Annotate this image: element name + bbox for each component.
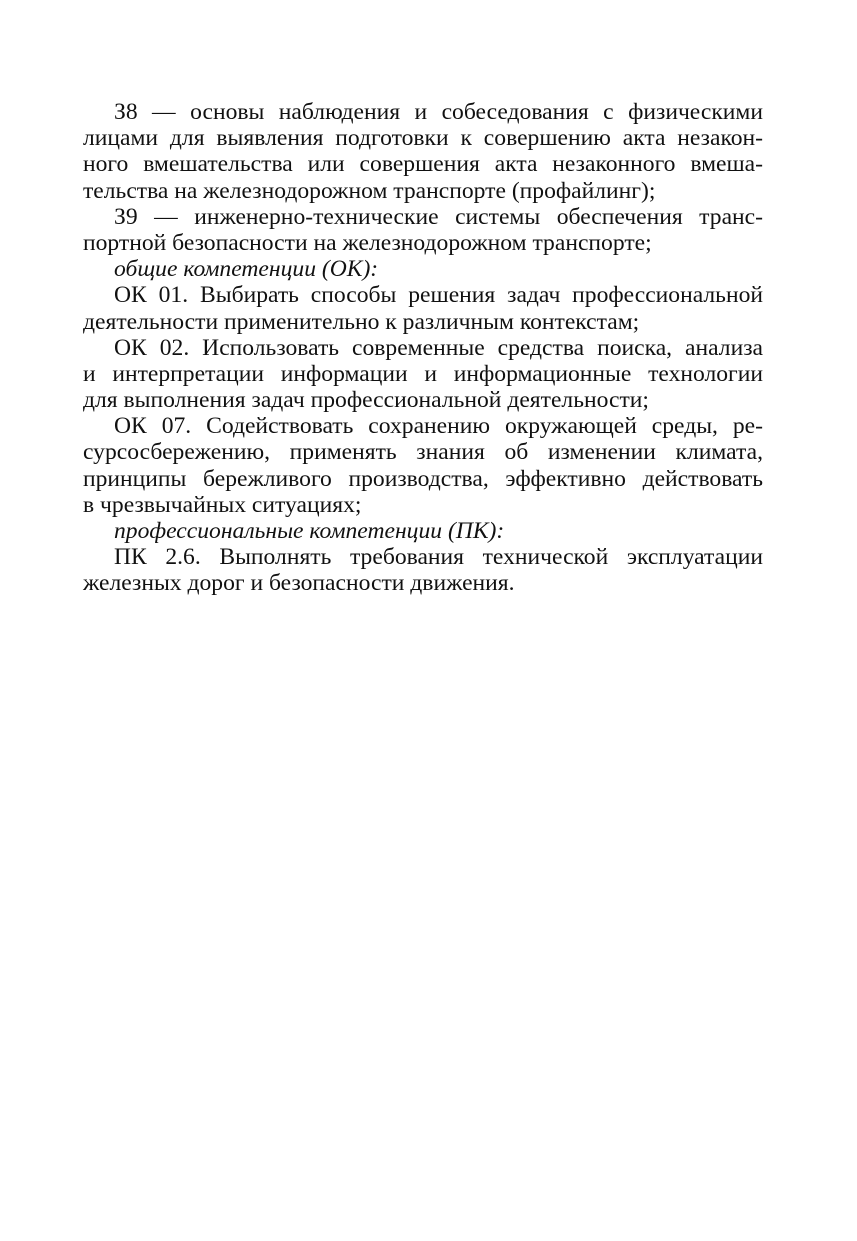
text-line: деятельности применительно к различным контекстам; — [83, 308, 640, 335]
text-line: ПК 2.6. Выполнять требования технической эксплуатации — [114, 544, 763, 571]
text-line: портной безопасности на железнодорожном транспорте; — [83, 229, 652, 256]
text-line: ОК 02. Использовать современные средства поиска, анализа — [114, 334, 763, 361]
text-line: для выполнения задач профессиональной деятельности; — [83, 387, 649, 414]
text-line: ОК 07. Содействовать сохранению окружающей среды, ре- — [114, 413, 763, 440]
section-heading-professional-competencies: профессиональные компетенции (ПК): — [114, 518, 505, 544]
text-line: железных дорог и безопасности движения. — [83, 570, 515, 597]
text-line: лицами для выявления подготовки к совершению акта незакон- — [83, 125, 763, 152]
document-page — [83, 99, 763, 597]
text-line: принципы бережливого производства, эффективно действовать — [83, 465, 763, 492]
text-line: сурсосбережению, применять знания об изменении климата, — [83, 439, 763, 466]
text-line: тельства на железнодорожном транспорте (профайлинг); — [83, 177, 656, 204]
text-line: и интерпретации информации и информационные технологии — [83, 360, 763, 387]
text-line: З9 — инженерно-технические системы обеспечения транс- — [114, 203, 763, 230]
text-line: З8 — основы наблюдения и собеседования с физическими — [114, 99, 763, 125]
text-line: в чрезвычайных ситуациях; — [83, 491, 362, 518]
text-line: ного вмешательства или совершения акта незаконного вмеша- — [83, 151, 763, 178]
section-heading-general-competencies: общие компетенции (ОК): — [114, 256, 379, 283]
text-line: ОК 01. Выбирать способы решения задач профессиональной — [114, 282, 763, 309]
